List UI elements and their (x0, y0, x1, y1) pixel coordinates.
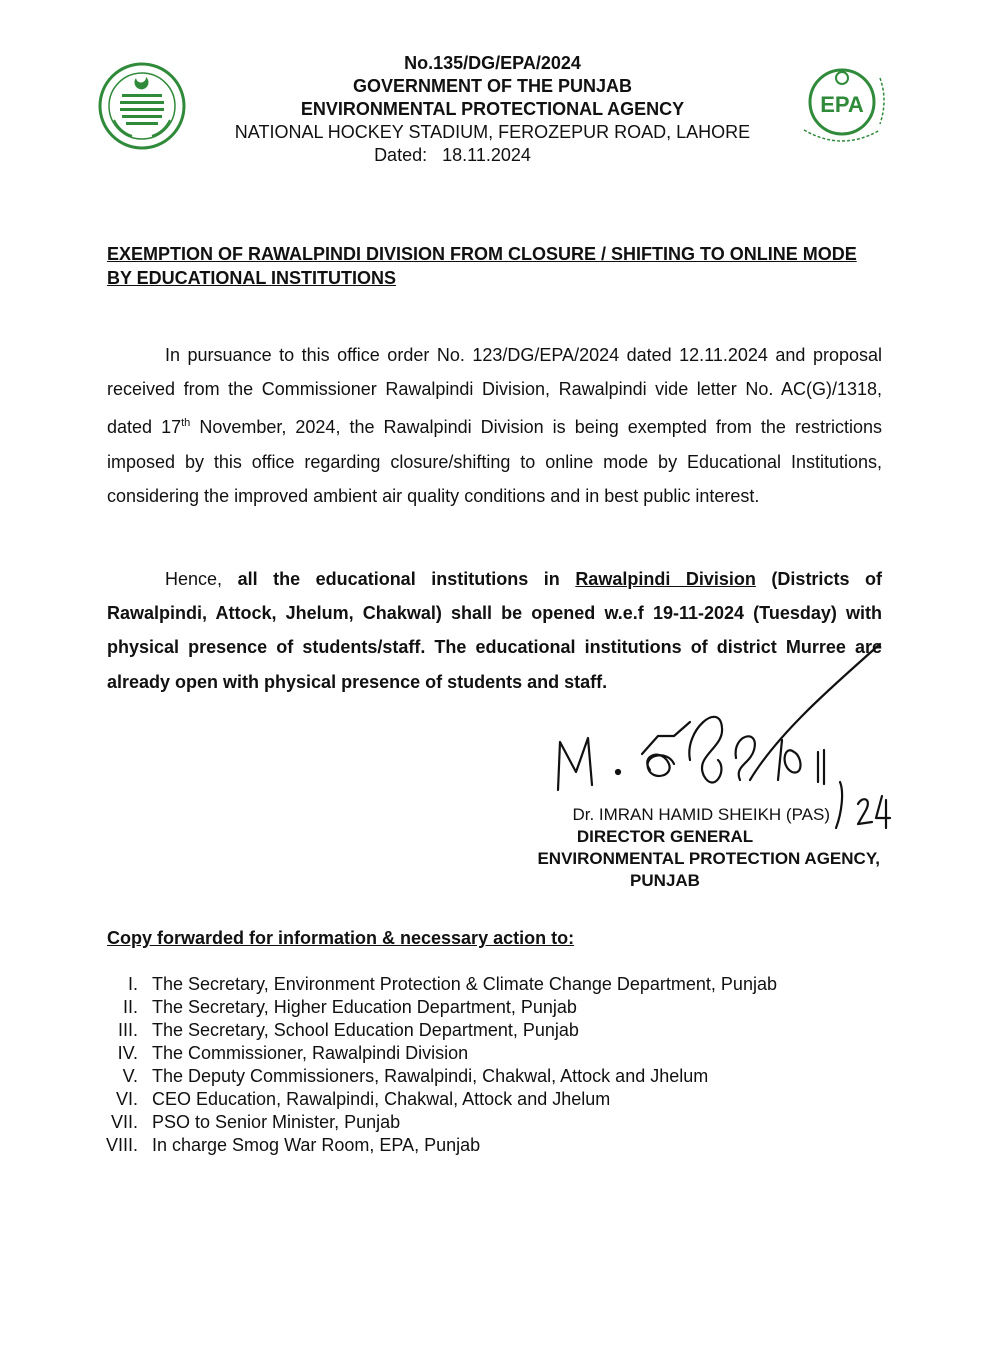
list-item: V. The Deputy Commissioners, Rawalpindi, Chakwal, Attock and Jhelum (122, 1066, 709, 1086)
para2-bold2: (Districts of Rawalpindi, Attock, Jhelum, Chakwal) shall be opened w.e.f 19-11-2024 (Tuesday) with physical presence of students/staff. The educational institutions of district Murree are already open with physical presence of students and staff. (107, 569, 882, 692)
signature-block (450, 804, 880, 892)
para2-underlined: Rawalpindi Division (575, 569, 756, 589)
address: NATIONAL HOCKEY STADIUM, FEROZEPUR ROAD, LAHORE (234, 122, 751, 142)
signatory-name: Dr. IMRAN HAMID SHEIKH (PAS) (572, 805, 830, 824)
para2-lead: Hence, (165, 569, 238, 589)
copy-forwarded-title: Copy forwarded for information & necessary action to: (107, 928, 575, 948)
agency-name: ENVIRONMENTAL PROTECTIONAL AGENCY (300, 99, 685, 119)
para1-superscript: th (181, 417, 191, 430)
signatory-organization: ENVIRONMENTAL PROTECTION AGENCY, (537, 849, 880, 868)
government-name: GOVERNMENT OF THE PUNJAB (352, 76, 633, 96)
list-item: VIII. In charge Smog War Room, EPA, Punjab (105, 1135, 481, 1155)
svg-text:EPA: EPA (820, 92, 864, 117)
para2-bold1: all the educational institutions in (237, 569, 576, 589)
copy-recipient-list (90, 973, 777, 1157)
list-item: VI. CEO Education, Rawalpindi, Chakwal, Attock and Jhelum (115, 1089, 611, 1109)
subject-heading: EXEMPTION OF RAWALPINDI DIVISION FROM CLOSURE / SHIFTING TO ONLINE MODE BY EDUCATIONAL INSTITUTIONS (107, 244, 857, 288)
list-item: IV. The Commissioner, Rawalpindi Division (117, 1043, 469, 1063)
list-item: I. The Secretary, Environment Protection & Climate Change Department, Punjab (127, 974, 777, 994)
list-item: II. The Secretary, Higher Education Department, Punjab (122, 997, 577, 1017)
signatory-designation: DIRECTOR GENERAL (576, 827, 754, 846)
letterhead (0, 52, 985, 167)
date-value: 18.11.2024 (442, 145, 531, 165)
dated-label: Dated: (374, 145, 428, 165)
para1-part1: In pursuance to this office order No. 123/DG/EPA/2024 dated 12.11.2024 and proposal received from the Commissioner Rawalpindi Division, Rawalpindi vide letter No. AC(G)/1318, dated 17 (107, 345, 882, 438)
date-line (0, 144, 985, 167)
list-item: III. The Secretary, School Education Department, Punjab (117, 1020, 579, 1040)
para1-part2: November, 2024, the Rawalpindi Division is being exempted from the restrictions imposed by this office regarding closure/shifting to online mode by Educational Institutions, considering the improved ambient air quality conditions and in best public interest. (107, 417, 882, 506)
reference-number: No.135/DG/EPA/2024 (404, 53, 581, 73)
body-paragraph-1 (107, 338, 882, 513)
list-item: VII. PSO to Senior Minister, Punjab (110, 1112, 401, 1132)
signatory-province: PUNJAB (630, 871, 700, 890)
